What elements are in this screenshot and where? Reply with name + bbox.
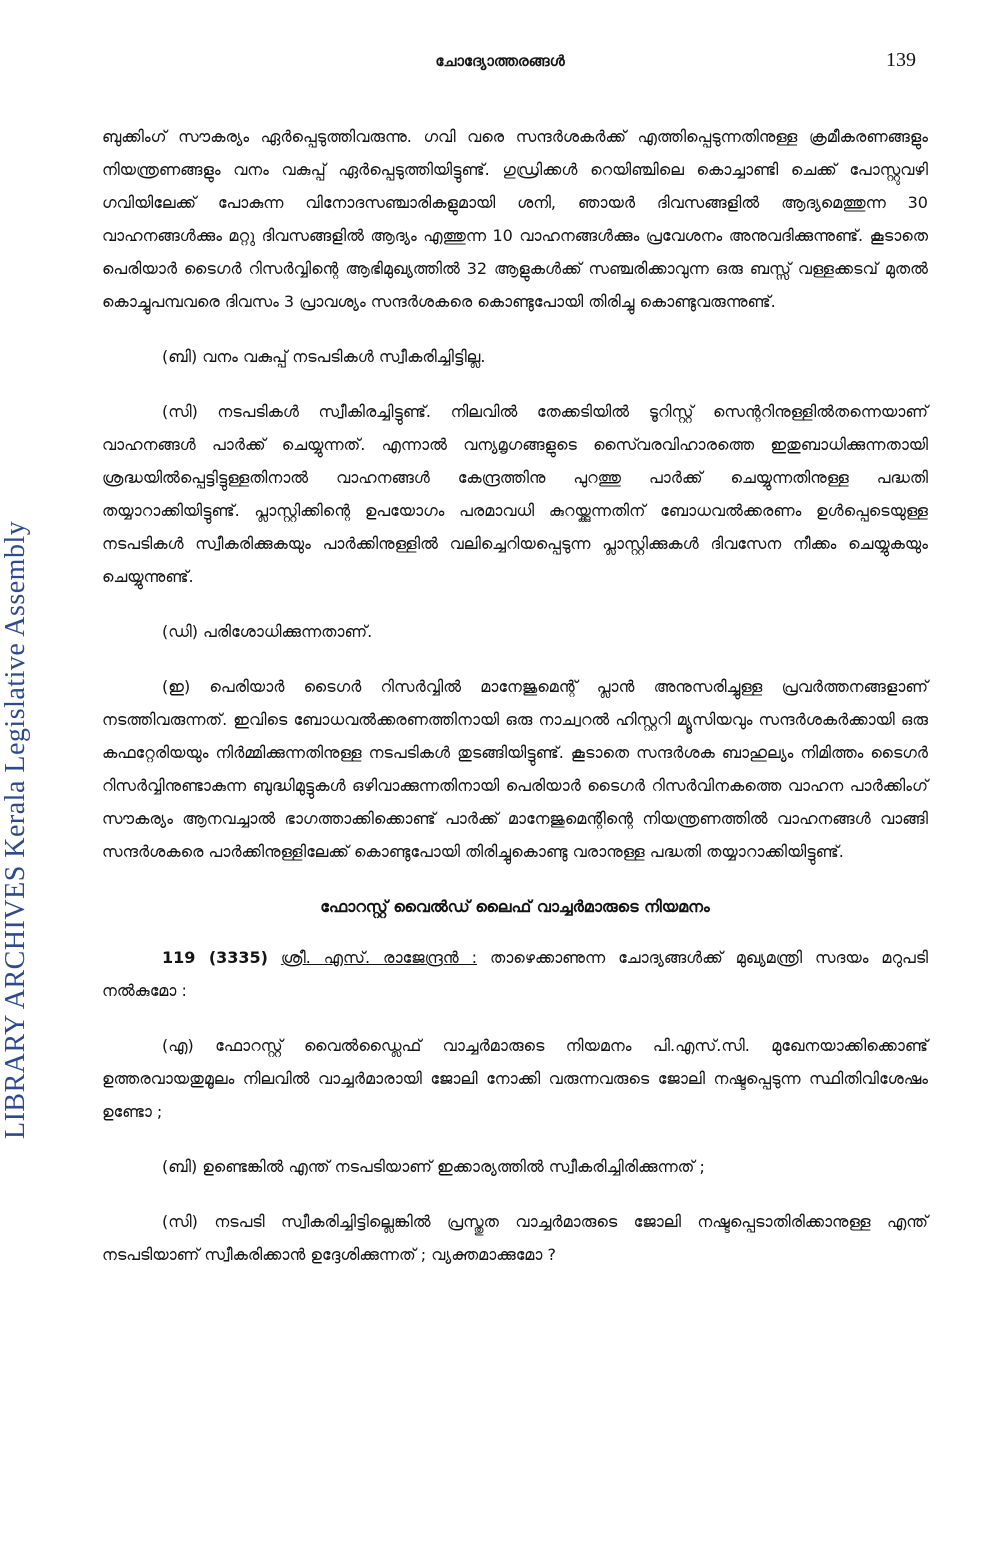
question-b: (ബി) ഉണ്ടെങ്കിൽ എന്ത് നടപടിയാണ് ഇക്കാര്യത്തിൽ സ്വീകരിച്ചിരിക്കുന്നത് ; [162,1157,705,1176]
page-header-title: ചോദ്യോത്തരങ്ങൾ [435,52,565,70]
answer-paragraph-b: (ബി) വനം വകുപ്പ് നടപടികൾ സ്വീകരിച്ചിട്ടില്ല. [162,347,486,366]
answer-paragraph-a-continued: ബുക്കിംഗ് സൗകര്യം ഏർപ്പെടുത്തിവരുന്നു. ഗവി വരെ സന്ദർശകർക്ക് എത്തിപ്പെടുന്നതിനുള്ള ക്രമീകരണങ്ങളും നിയന്ത്രണങ്ങളും വനം വകുപ്പ് ഏർപ്പെടുത്തിയിട്ടുണ്ട്. ഗുഡ്രിക്കൾ റെയിഞ്ചിലെ കൊച്ചാണ്ടി ചെക്ക് പോസ്റ്റുവഴി ഗവിയിലേക്ക് പോകുന്ന വിനോദസഞ്ചാരികളുമായി ശനി, ഞായർ ദിവസങ്ങളിൽ ആദ്യമെത്തുന്ന 30 വാഹനങ്ങൾക്കും മറ്റു ദിവസങ്ങളിൽ ആദ്യം എത്തുന്ന 10 വാഹനങ്ങൾക്കും പ്രവേശനം അനുവദിക്കുന്നുണ്ട്. കൂടാതെ പെരിയാർ ടൈഗർ റിസർവ്വിന്റെ ആഭിമുഖ്യത്തിൽ 32 ആളുകൾക്ക് സഞ്ചരിക്കാവുന്ന ഒരു ബസ്സ് വള്ളക്കടവ് മുതൽ കൊച്ചുപമ്പവരെ ദിവസം 3 പ്രാവശ്യം സന്ദർശകരെ കൊണ്ടുപോയി തിരിച്ചു കൊണ്ടുവരുന്നുണ്ട്. [102,127,928,311]
question-number: 119 (3335) [162,948,268,967]
page-body [102,120,928,1293]
question-intro [102,941,928,1007]
answer-paragraph-c: (സി) നടപടികൾ സ്വീകിരച്ചിട്ടുണ്ട്. നിലവിൽ തേക്കടിയിൽ ടൂറിസ്റ്റ് സെന്ററിനുള്ളിൽതന്നെയാണ് വാഹനങ്ങൾ പാർക്ക് ചെയ്യുന്നത്. എന്നാൽ വന്യമൃഗങ്ങളുടെ സൈ്വരവിഹാരത്തെ ഇതുബാധിക്കുന്നതായി ശ്രദ്ധയിൽപ്പെട്ടിട്ടുള്ളതിനാൽ വാഹനങ്ങൾ കേന്ദ്രത്തിനു പുറത്തു പാർക്ക് ചെയ്യുന്നതിനുള്ള പദ്ധതി തയ്യാറാക്കിയിട്ടുണ്ട്. പ്ലാസ്റ്റിക്കിന്റെ ഉപയോഗം പരമാവധി കുറയ്ക്കുന്നതിന് ബോധവൽക്കരണം ഉൾപ്പെടെയുള്ള നടപടികൾ സ്വീകരിക്കുകയും പാർക്കിനുള്ളിൽ വലിച്ചെറിയപ്പെടുന്ന പ്ലാസ്റ്റിക്കുകൾ ദിവസേന നീക്കം ചെയ്യുകയും ചെയ്യുന്നുണ്ട്. [102,402,928,586]
question-mla-name: ശ്രീ. എസ്. രാജേന്ദ്രൻ : [280,948,477,967]
answer-paragraph-e: (ഇ) പെരിയാർ ടൈഗർ റിസർവ്വിൽ മാനേജുമെന്റ് പ്ലാൻ അനുസരിച്ചുള്ള പ്രവർത്തനങ്ങളാണ് നടത്തിവരുന്നത്. ഇവിടെ ബോധവൽക്കരണത്തിനായി ഒരു നാച്വറൽ ഹിസ്റ്ററി മ്യൂസിയവും സന്ദർശകർക്കായി ഒരു കഫറ്റേരിയയും നിർമ്മിക്കുന്നതിനുള്ള നടപടികൾ തുടങ്ങിയിട്ടുണ്ട്. കൂടാതെ സന്ദർശക ബാഹുല്യം നിമിത്തം ടൈഗർ റിസർവ്വിനുണ്ടാകുന്ന ബുദ്ധിമുട്ടുകൾ ഒഴിവാക്കുന്നതിനായി പെരിയാർ ടൈഗർ റിസർവിനകത്തെ വാഹന പാർക്കിംഗ് സൗകര്യം ആനവച്ചാൽ ഭാഗത്താക്കിക്കൊണ്ട് പാർക്ക് മാനേജുമെന്റിന്റെ നിയന്ത്രണത്തിൽ വാഹനങ്ങൾ വാങ്ങി സന്ദർശകരെ പാർക്കിനുള്ളിലേക്ക് കൊണ്ടുപോയി തിരിച്ചുകൊണ്ടു വരാനുള്ള പദ്ധതി തയ്യാറാക്കിയിട്ടുണ്ട്. [102,677,928,861]
archive-watermark: LIBRARY ARCHIVES Kerala Legislative Assembly [0,520,31,1140]
question-c: (സി) നടപടി സ്വീകരിച്ചിട്ടില്ലെങ്കിൽ പ്രസ്തുത വാച്ചർമാരുടെ ജോലി നഷ്ടപ്പെടാതിരിക്കാനുള്ള എന്ത് നടപടിയാണ് സ്വീകരിക്കാൻ ഉദ്ദേശിക്കുന്നത് ; വ്യക്തമാക്കുമോ ? [102,1212,928,1264]
answer-paragraph-d: (ഡി) പരിശോധിക്കുന്നതാണ്. [162,622,373,641]
question-intro-text: താഴെക്കാണുന്ന ചോദ്യങ്ങൾക്ക് മുഖ്യമന്ത്രി സദയം മറുപടി നൽകുമോ : [102,948,928,1000]
section-heading: ഫോറസ്റ്റ് വൈൽഡ് ലൈഫ് വാച്ചർമാരുടെ നിയമനം [320,897,710,916]
question-a: (എ) ഫോറസ്റ്റ് വൈൽഡ്ലൈഫ് വാച്ചർമാരുടെ നിയമനം പി.എസ്.സി. മുഖേനയാക്കിക്കൊണ്ട് ഉത്തരവായതുമൂലം നിലവിൽ വാച്ചർമാരായി ജോലി നോക്കി വരുന്നവരുടെ ജോലി നഷ്ടപ്പെടുന്ന സ്ഥിതിവിശേഷം ഉണ്ടോ ; [102,1036,928,1121]
page-number: 139 [886,49,916,71]
